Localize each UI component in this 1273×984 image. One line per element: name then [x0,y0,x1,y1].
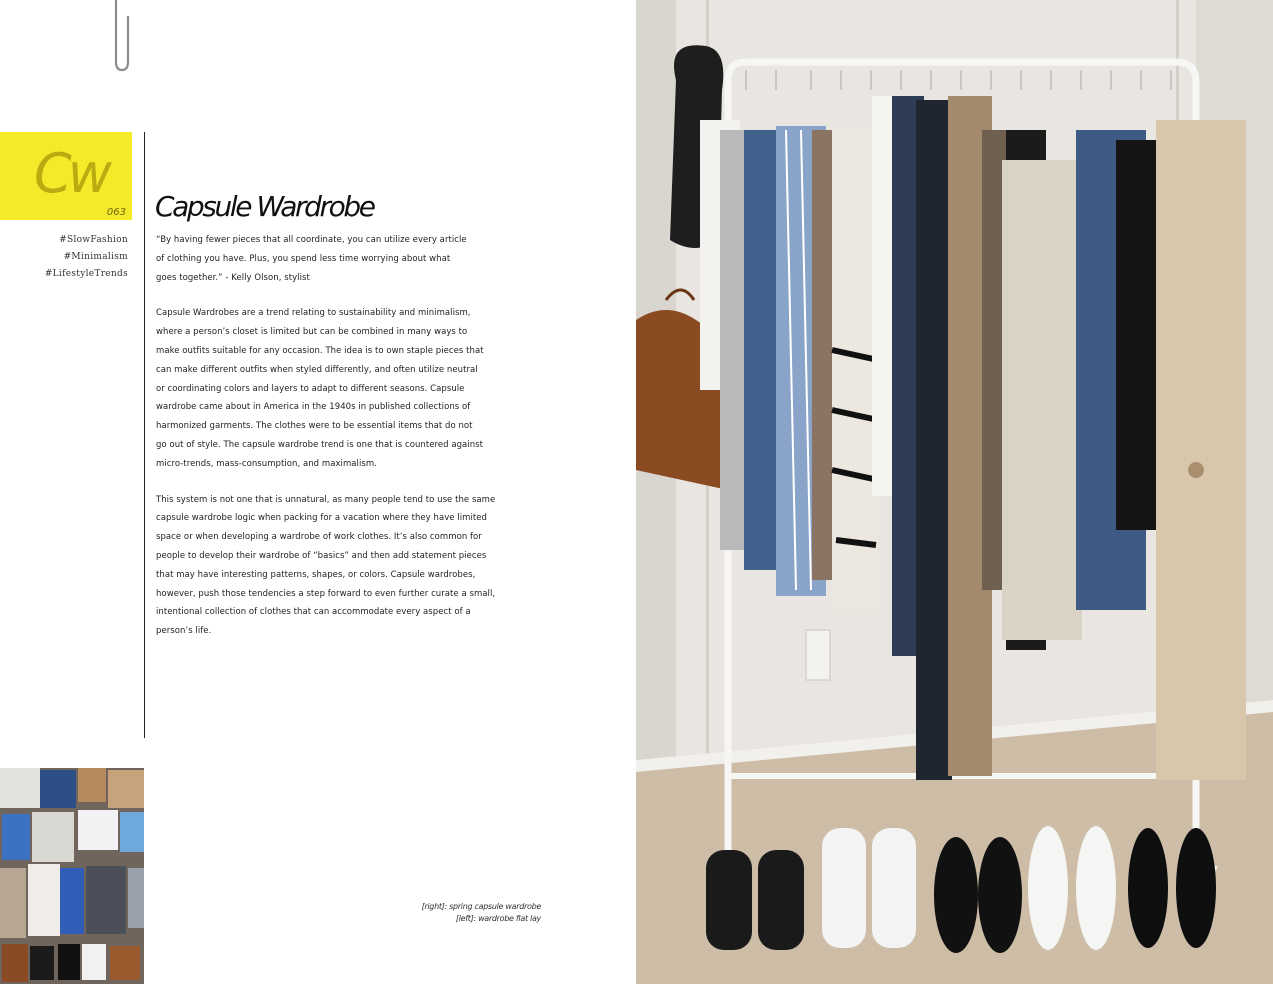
hashtag-list [0,232,128,283]
caption-left: [left]: wardrobe flat lay [455,914,541,923]
text-line: make outfits suitable for any occasion. The idea is to own staple pieces that [156,345,484,356]
hashtag: #LifestyleTrends [44,269,128,279]
hashtag: #SlowFashion [59,235,128,245]
paragraph [156,491,506,641]
photo-caption [422,901,541,925]
text-line: of clothing you have. Plus, you spend less time worrying about what [156,253,451,264]
text-line: goes together.” - Kelly Olson, stylist [156,272,310,283]
text-line: where a person’s closet is limited but can be combined in many ways to [156,327,468,338]
text-line: can make different outfits when styled differently, and often utilize neutral [156,364,478,375]
caption-right: [right]: spring capsule wardrobe [421,902,541,911]
section-abbreviation: Cw [34,142,108,205]
paperclip-icon [108,0,138,76]
clothing-rack-photo [636,0,1273,984]
text-line: intentional collection of clothes that can accommodate every aspect of a [156,607,471,618]
text-line: people to develop their wardrobe of “basics” and then add statement pieces [156,550,487,561]
text-line: space or when developing a wardrobe of work clothes. It’s also common for [156,532,482,543]
text-line: capsule wardrobe logic when packing for a vacation where they have limited [156,513,487,524]
article-body [156,231,506,658]
article-title: Capsule Wardrobe [155,190,374,223]
paragraph [156,304,506,473]
text-line: that may have interesting patterns, shapes, or colors. Capsule wardrobes, [156,569,476,580]
text-line: person’s life. [156,626,212,637]
text-line: micro-trends, mass-consumption, and maximalism. [156,458,377,469]
page-number: 063 [106,207,126,218]
vertical-divider [144,132,145,738]
text-line: This system is not one that is unnatural, as many people tend to use the same [156,494,496,505]
text-line: wardrobe came about in America in the 1940s in published collections of [156,402,471,413]
text-line: “By having fewer pieces that all coordinate, you can utilize every article [156,235,467,245]
text-line: however, push those tendencies a step forward to even further curate a small, [156,588,496,599]
text-line: or coordinating colors and layers to adapt to different seasons. Capsule [156,383,465,394]
section-badge [0,132,132,220]
pull-quote [156,231,506,287]
flatlay-photo [0,768,144,984]
text-line: go out of style. The capsule wardrobe trend is one that is countered against [156,439,484,450]
text-line: Capsule Wardrobes are a trend relating to sustainability and minimalism, [156,308,471,319]
hashtag: #Minimalism [63,252,128,262]
text-line: harmonized garments. The clothes were to be essential items that do not [156,421,473,432]
